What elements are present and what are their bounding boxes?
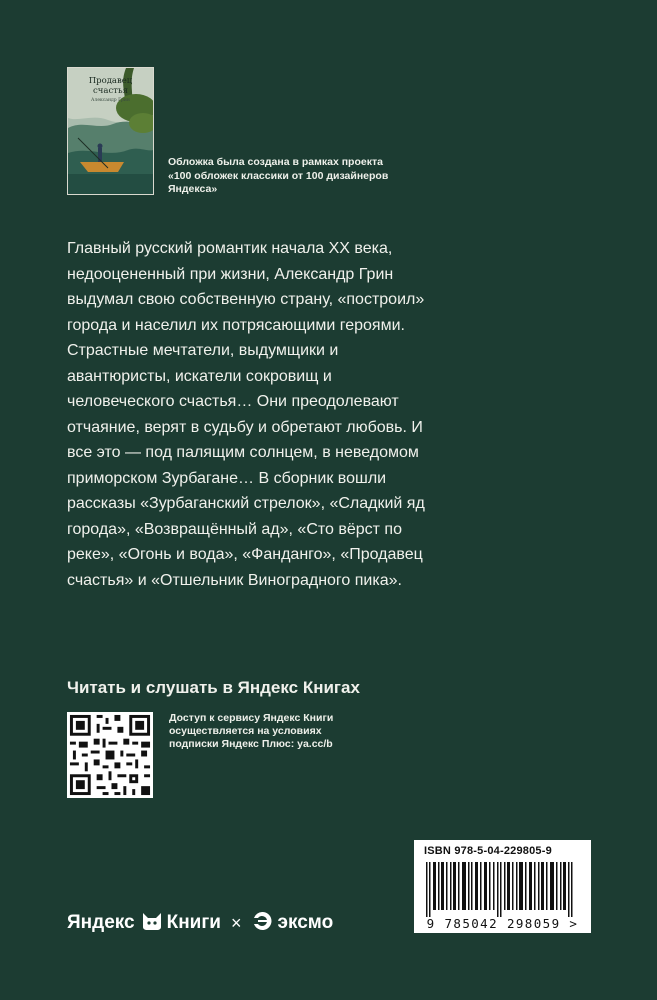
yandex-logo-text: Яндекс [67,912,135,933]
book-description: Главный русский романтик начала XX века, недооцененный при жизни, Александр Грин выдумал свою собственную страну, «построил» города и населил их потрясающими героями. Страстные мечтатели, выдумщики и авантюристы, искатели сокровищ и человеческого счастья… Они преодолевают отчаяние, верят в судьбу и обретают любовь. И все это — под палящим солнцем, в неведомом приморском Зурбагане… В сборник вошли рассказы «Зурбаганский стрелок», «Сладкий яд города», «Возвращённый ад», «Сто вёрст по реке», «Огонь и вода», «Фанданго», «Продавец счастья» и «Отшельник Виноградного пика». [67,240,425,589]
times-symbol: × [230,912,242,933]
barcode-digits: 9 785042 298059 > [426,916,579,931]
barcode-bars [422,862,587,917]
cover-title [68,76,153,96]
publisher-logos [67,908,333,938]
qr-code-pattern [67,712,153,798]
eksmo-logo-text: эксмо [277,912,334,933]
eksmo-icon [251,910,273,937]
cover-title-line2: счастья [93,86,128,96]
cover-title-line1: Продавец [88,76,133,86]
isbn-label: ISBN 978-5-04-229805-9 [424,845,552,857]
cover-caption: Обложка была создана в рамках проекта «100 обложек классики от 100 дизайнеров Яндекса» [168,156,389,195]
cat-icon [141,911,163,936]
cover-author: Александр Грин [91,98,130,103]
cover-thumbnail [67,67,154,195]
access-text: Доступ к сервису Яндекс Книги осуществляется на условиях подписки Яндекс Плюс: ya.cc/b [169,712,334,750]
qr-code[interactable] [67,712,153,798]
read-heading: Читать и слушать в Яндекс Книгах [67,678,360,697]
knigi-logo-text: Книги [166,912,221,933]
isbn-barcode [414,840,591,933]
